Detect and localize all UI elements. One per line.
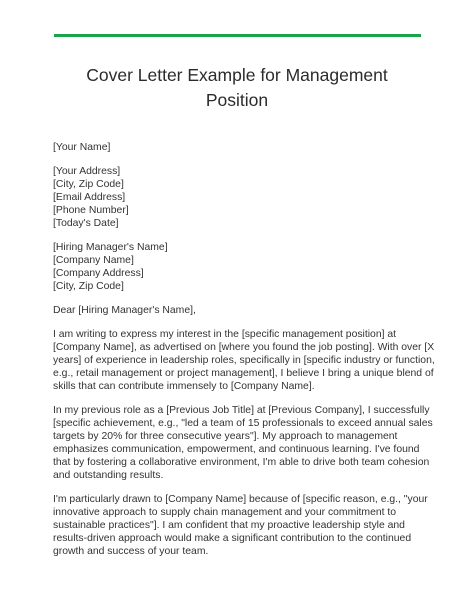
paragraph-line: sustainable practices"]. I am confident that my proactive leadership style and xyxy=(53,520,405,531)
paragraph-line: emphasizes communication, empowerment, and continuous learning. I've found xyxy=(53,444,420,455)
paragraph-line: [Company Name], as advertised on [where you found the job posting]. With over [X xyxy=(53,342,435,353)
title-line: Position xyxy=(205,90,269,110)
sender-email: [Email Address] xyxy=(53,192,126,203)
paragraph-line: I'm particularly drawn to [Company Name] because of [specific reason, e.g., "your xyxy=(53,494,428,505)
paragraph-line: e.g., retail management or project management], I believe I bring a unique blend of xyxy=(53,368,434,379)
salutation-block xyxy=(53,304,423,317)
letter-date: [Today's Date] xyxy=(53,218,119,229)
paragraph-line: I am writing to express my interest in the [specific management position] at xyxy=(53,329,397,340)
document-title xyxy=(40,63,434,113)
paragraph-line: that by fostering a collaborative environment, I'm able to drive both team cohesion xyxy=(53,457,430,468)
recipient-manager: [Hiring Manager's Name] xyxy=(53,242,168,253)
title-line: Cover Letter Example for Management xyxy=(86,65,388,85)
sender-name-block xyxy=(53,141,423,154)
recipient-city-zip: [City, Zip Code] xyxy=(53,281,124,292)
paragraph-line: targets by 20% for three consecutive years"]. My approach to management xyxy=(53,431,398,442)
recipient-block xyxy=(53,241,423,293)
paragraph-experience xyxy=(53,404,433,482)
sender-name: [Your Name] xyxy=(53,142,111,153)
recipient-company: [Company Name] xyxy=(53,255,134,266)
sender-details-block xyxy=(53,165,423,230)
paragraph-line: growth and success of your team. xyxy=(53,546,209,557)
paragraph-line: skills that can contribute immensely to [Company Name]. xyxy=(53,381,315,392)
accent-bar xyxy=(54,34,421,37)
paragraph-line: In my previous role as a [Previous Job Title] at [Previous Company], I successfully xyxy=(53,405,430,416)
paragraph-line: years] of experience in leadership roles, specifically in [specific industry or function, xyxy=(53,355,435,366)
sender-phone: [Phone Number] xyxy=(53,205,129,216)
letter-body xyxy=(53,141,435,569)
sender-address: [Your Address] xyxy=(53,166,121,177)
recipient-company-address: [Company Address] xyxy=(53,268,144,279)
paragraph-line: [specific achievement, e.g., "led a team of 15 professionals to exceed annual sales xyxy=(53,418,433,429)
sender-city-zip: [City, Zip Code] xyxy=(53,179,124,190)
paragraph-motivation xyxy=(53,493,428,558)
salutation: Dear [Hiring Manager's Name], xyxy=(53,305,196,316)
paragraph-intro xyxy=(53,328,435,393)
paragraph-line: results-driven approach would make a significant contribution to the continued xyxy=(53,533,412,544)
paragraph-line: innovative approach to supply chain management and your commitment to xyxy=(53,507,397,518)
paragraph-line: and outstanding results. xyxy=(53,470,164,481)
